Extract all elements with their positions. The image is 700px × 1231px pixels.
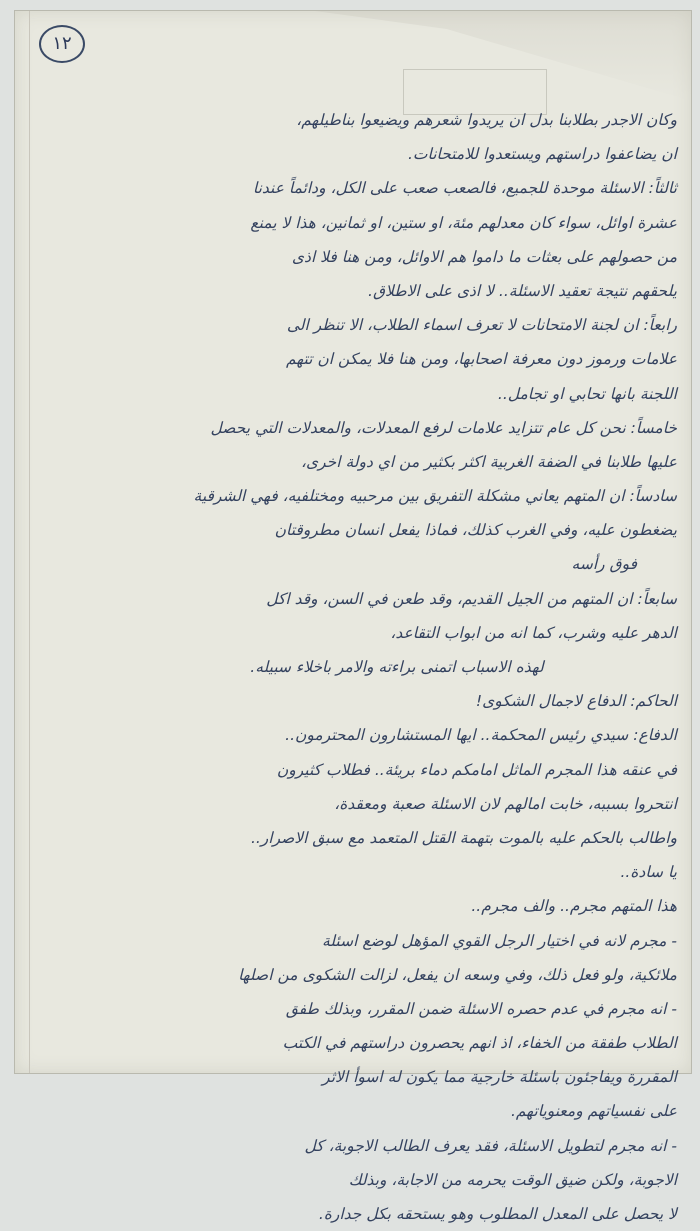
text-line: الدهر عليه وشرب، كما انه من ابواب التقاعد، bbox=[390, 623, 677, 642]
text-line: على نفسياتهم ومعنوياتهم. bbox=[511, 1102, 677, 1121]
text-line: عشرة اوائل، سواء كان معدلهم مئة، او ستين، او ثمانين، هذا لا يمنع bbox=[250, 213, 677, 232]
text-line: الطلاب طفقة من الخفاء، اذ انهم يحصرون دراستهم في الكتب bbox=[282, 1034, 677, 1053]
text-line: يلحقهم نتيجة تعقيد الاسئلة.. لا اذى على الاطلاق. bbox=[368, 281, 677, 300]
text-line: - انه مجرم لتطويل الاسئلة، فقد يعرف الطالب الاجوبة، كل bbox=[304, 1136, 677, 1155]
text-line: في عنقه هذا المجرم الماثل امامكم دماء بريئة.. فطلاب كثيرون bbox=[276, 760, 677, 779]
text-line: من حصولهم على بعثات ما داموا هم الاوائل، ومن هنا فلا اذى bbox=[291, 247, 677, 266]
text-line: لا يحصل على المعدل المطلوب وهو يستحقه بكل جدارة. bbox=[318, 1205, 677, 1223]
text-line: علامات ورموز دون معرفة اصحابها، ومن هنا فلا يمكن ان تتهم bbox=[286, 350, 677, 369]
text-line: - مجرم لانه في اختيار الرجل القوي المؤهل لوضع اسئلة bbox=[321, 931, 677, 950]
text-line: انتحروا بسببه، خابت امالهم لان الاسئلة صعبة ومعقدة، bbox=[334, 794, 677, 813]
text-line: ان يضاعفوا دراستهم ويستعدوا للامتحانات. bbox=[407, 145, 677, 164]
text-line: عليها طلابنا في الضفة الغربية اكثر بكثير من اي دولة اخرى، bbox=[300, 452, 677, 471]
text-line: لهذه الاسباب اتمنى براءته والامر باخلاء سبيله. bbox=[250, 658, 544, 676]
text-line: يا سادة.. bbox=[620, 863, 677, 882]
text-line: رابعاً: ان لجنة الامتحانات لا تعرف اسماء الطلاب، الا تنظر الى bbox=[286, 316, 677, 335]
text-line: سابعاً: ان المتهم من الجيل القديم، وقد طعن في السن، وقد اكل bbox=[266, 589, 677, 608]
text-line: هذا المتهم مجرم.. والف مجرم.. bbox=[471, 897, 677, 916]
text-line: فوق رأسه bbox=[571, 555, 637, 574]
text-line: وكان الاجدر بطلابنا بدل ان يريدوا شعرهم ويضيعوا بناطيلهم، bbox=[296, 111, 677, 129]
text-line: المقررة ويفاجئون باسئلة خارجية مما يكون له اسوأ الاثر bbox=[322, 1068, 677, 1087]
text-line: الدفاع: سيدي رئيس المحكمة.. ايها المستشارون المحترمون.. bbox=[285, 726, 677, 745]
text-line: يضغطون عليه، وفي الغرب كذلك، فماذا يفعل انسان مطروقتان bbox=[274, 521, 677, 540]
text-line: واطالب بالحكم عليه بالموت بتهمة القتل المتعمد مع سبق الاصرار.. bbox=[250, 828, 677, 847]
margin-line bbox=[29, 11, 30, 1073]
text-line: اللجنة بانها تحابي او تجامل.. bbox=[497, 384, 677, 403]
text-line: - انه مجرم في عدم حصره الاسئلة ضمن المقرر، وبذلك طفق bbox=[285, 999, 677, 1018]
text-line: ملائكية، ولو فعل ذلك، وفي وسعه ان يفعل، لزالت الشكوى من اصلها bbox=[238, 965, 677, 984]
manuscript-page bbox=[14, 10, 692, 1223]
page-number: ١٢ bbox=[39, 25, 85, 63]
text-line: الاجوبة، ولكن ضيق الوقت يحرمه من الاجابة، وبذلك bbox=[348, 1170, 677, 1189]
text-line: سادساً: ان المتهم يعاني مشكلة التفريق بين مرحبيه ومختلفيه، فهي الشرقية bbox=[193, 487, 677, 506]
text-line: خامساً: نحن كل عام تتزايد علامات لرفع المعدلات، والمعدلات التي يحصل bbox=[210, 418, 677, 437]
text-line: ثالثاً: الاسئلة موحدة للجميع، فالصعب صعب على الكل، ودائماً عندنا bbox=[252, 179, 677, 198]
text-line: الحاكم: الدفاع لاجمال الشكوى! bbox=[475, 692, 677, 711]
handwritten-text bbox=[37, 103, 677, 1231]
